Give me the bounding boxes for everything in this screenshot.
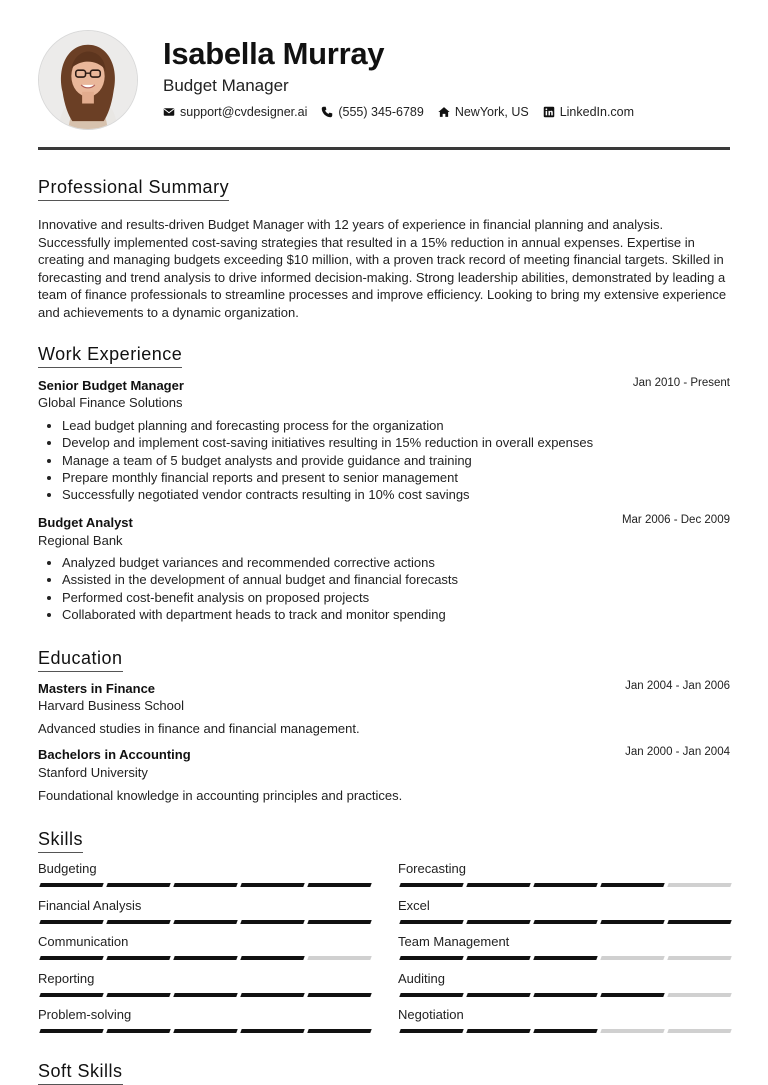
job-bullet: • Performed cost-benefit analysis on proposed projects — [62, 589, 458, 606]
contact-email-text: support@cvdesigner.ai — [180, 105, 308, 119]
skill-level-segment-filled — [399, 1029, 464, 1033]
skill-level-segment-filled — [533, 993, 598, 997]
skill-level-segment-filled — [600, 920, 665, 924]
contact-email[interactable] — [163, 105, 307, 119]
skill-level-segment-filled — [600, 993, 665, 997]
skill-level-segment-filled — [173, 920, 238, 924]
skill-level-bar — [40, 956, 371, 961]
skill-level-segment-filled — [39, 920, 104, 924]
skill-label: Team Management — [398, 934, 510, 950]
skill-level-segment-filled — [106, 956, 171, 960]
candidate-title: Budget Manager — [163, 76, 289, 95]
skill-level-bar — [40, 920, 371, 925]
skill-level-segment-filled — [466, 993, 531, 997]
job-bullet: • Analyzed budget variances and recommended corrective actions — [62, 554, 458, 571]
skill-level-segment-filled — [240, 883, 305, 887]
skill-level-segment-filled — [106, 993, 171, 997]
skill-level-bar — [400, 956, 731, 961]
skill-level-segment-filled — [240, 920, 305, 924]
contact-phone-text: (555) 345-6789 — [338, 105, 424, 119]
skill-level-segment-filled — [399, 993, 464, 997]
skill-level-segment-filled — [173, 993, 238, 997]
skill-level-bar — [400, 883, 731, 888]
job-bullet: • Lead budget planning and forecasting process for the organization — [62, 417, 593, 434]
summary-heading: Professional Summary — [38, 177, 229, 201]
school-name: Stanford University — [38, 765, 148, 780]
skill-level-segment-filled — [106, 1029, 171, 1033]
skill-label: Forecasting — [398, 861, 466, 876]
job-bullets — [38, 554, 458, 623]
skill-level-segment-filled — [307, 1029, 372, 1033]
skill-level-segment-filled — [307, 920, 372, 924]
skill-level-segment-filled — [399, 956, 464, 960]
skill-level-segment-empty — [307, 956, 372, 960]
contact-row — [163, 105, 648, 119]
degree-description: Foundational knowledge in accounting principles and practices. — [38, 788, 403, 803]
candidate-name: Isabella Murray — [163, 36, 385, 71]
header-divider — [38, 147, 730, 150]
skill-level-segment-empty — [667, 993, 732, 997]
skill-label: Negotiation — [398, 1007, 464, 1023]
skill-level-segment-filled — [533, 920, 598, 924]
skills-heading: Skills — [38, 829, 83, 853]
skill-level-segment-filled — [667, 920, 732, 924]
degree-title: Bachelors in Accounting — [38, 747, 191, 762]
skill-level-segment-filled — [307, 993, 372, 997]
skill-level-bar — [400, 1029, 731, 1034]
skill-level-segment-empty — [667, 956, 732, 960]
degree-dates: Jan 2004 - Jan 2006 — [625, 680, 730, 692]
skill-label: Excel — [398, 897, 430, 913]
summary-text: Innovative and results-driven Budget Manager with 12 years of experience in financial planning and analysis. Successfully implemented cost-saving strategies that resulted in a 15% reduction in annual expenses. Expertise in creating and managing budgets exceeding $10 million, with a proven track record of meeting financial targets. Skilled in forecasting and trend analysis to drive informed decision-making. Strong leadership abilities, demonstrated by leading a team of finance professionals to streamline processes and improve efficiency. Looking to bring my extensive experience and achievements to a dynamic organization. — [38, 217, 727, 320]
skill-level-segment-filled — [240, 1029, 305, 1033]
skill-level-segment-filled — [466, 883, 531, 887]
soft-skills-heading: Soft Skills — [38, 1061, 123, 1085]
skill-level-segment-filled — [466, 1029, 531, 1033]
skill-level-bar — [400, 993, 731, 998]
job-bullet: • Manage a team of 5 budget analysts and provide guidance and training — [62, 452, 593, 469]
degree-description: Advanced studies in finance and financial management. — [38, 721, 360, 736]
skill-level-segment-filled — [106, 883, 171, 887]
job-dates: Mar 2006 - Dec 2009 — [621, 514, 730, 526]
contact-location — [438, 105, 529, 119]
skill-level-segment-filled — [240, 993, 305, 997]
skill-level-segment-filled — [533, 956, 598, 960]
degree-title: Masters in Finance — [38, 681, 156, 696]
skill-level-segment-filled — [173, 1029, 238, 1033]
skill-level-bar — [400, 920, 731, 925]
education-heading: Education — [38, 648, 123, 672]
job-bullet: • Develop and implement cost-saving initiatives resulting in 15% reduction in overall expenses — [62, 434, 593, 451]
experience-heading: Work Experience — [38, 344, 182, 368]
resume-header — [38, 30, 730, 130]
job-title: Budget Analyst — [38, 515, 133, 530]
skill-level-segment-empty — [600, 956, 665, 960]
skill-level-segment-filled — [466, 956, 531, 960]
skill-level-segment-filled — [106, 920, 171, 924]
profile-photo — [39, 31, 137, 129]
school-name: Harvard Business School — [38, 698, 184, 713]
skill-level-bar — [40, 993, 371, 998]
skill-level-segment-empty — [667, 1029, 732, 1033]
skill-label: Auditing — [398, 970, 445, 986]
home-icon — [438, 106, 450, 118]
skill-label: Problem-solving — [38, 1007, 132, 1023]
skill-level-segment-filled — [39, 1029, 104, 1033]
skill-level-segment-filled — [307, 883, 372, 887]
skill-level-segment-filled — [240, 956, 305, 960]
job-bullet: • Prepare monthly financial reports and present to senior management — [62, 469, 593, 486]
contact-linkedin-text: LinkedIn.com — [559, 105, 635, 119]
contact-phone[interactable] — [321, 105, 423, 119]
job-bullet: • Assisted in the development of annual budget and financial forecasts — [62, 571, 458, 588]
skill-level-bar — [40, 883, 371, 888]
contact-location-text: NewYork, US — [454, 105, 529, 119]
job-dates: Jan 2010 - Present — [632, 377, 730, 389]
job-company: Regional Bank — [38, 533, 123, 548]
skill-level-segment-filled — [39, 883, 104, 887]
skill-level-segment-filled — [173, 883, 238, 887]
skill-level-segment-filled — [533, 883, 598, 887]
degree-dates: Jan 2000 - Jan 2004 — [625, 746, 730, 758]
job-bullet: • Successfully negotiated vendor contracts resulting in 10% cost savings — [62, 486, 593, 503]
job-bullet: • Collaborated with department heads to track and monitor spending — [62, 606, 458, 623]
skill-level-segment-filled — [600, 883, 665, 887]
skill-level-segment-filled — [466, 920, 531, 924]
skill-level-segment-filled — [399, 883, 464, 887]
skill-label: Financial Analysis — [38, 897, 142, 913]
contact-linkedin[interactable] — [543, 105, 634, 119]
phone-icon — [321, 106, 333, 118]
skill-level-segment-filled — [173, 956, 238, 960]
skill-label: Reporting — [38, 970, 95, 986]
skill-level-segment-filled — [399, 920, 464, 924]
skill-level-segment-filled — [533, 1029, 598, 1033]
skill-level-segment-empty — [600, 1029, 665, 1033]
avatar — [38, 30, 138, 130]
skill-level-segment-filled — [39, 956, 104, 960]
skill-label: Budgeting — [38, 861, 97, 876]
job-company: Global Finance Solutions — [38, 395, 183, 410]
skill-level-bar — [40, 1029, 371, 1034]
skill-level-segment-empty — [667, 883, 732, 887]
linkedin-icon — [543, 106, 555, 118]
job-bullets — [38, 417, 593, 503]
job-title: Senior Budget Manager — [38, 378, 184, 393]
skill-label: Communication — [38, 934, 129, 950]
envelope-icon — [163, 106, 175, 118]
skill-level-segment-filled — [39, 993, 104, 997]
